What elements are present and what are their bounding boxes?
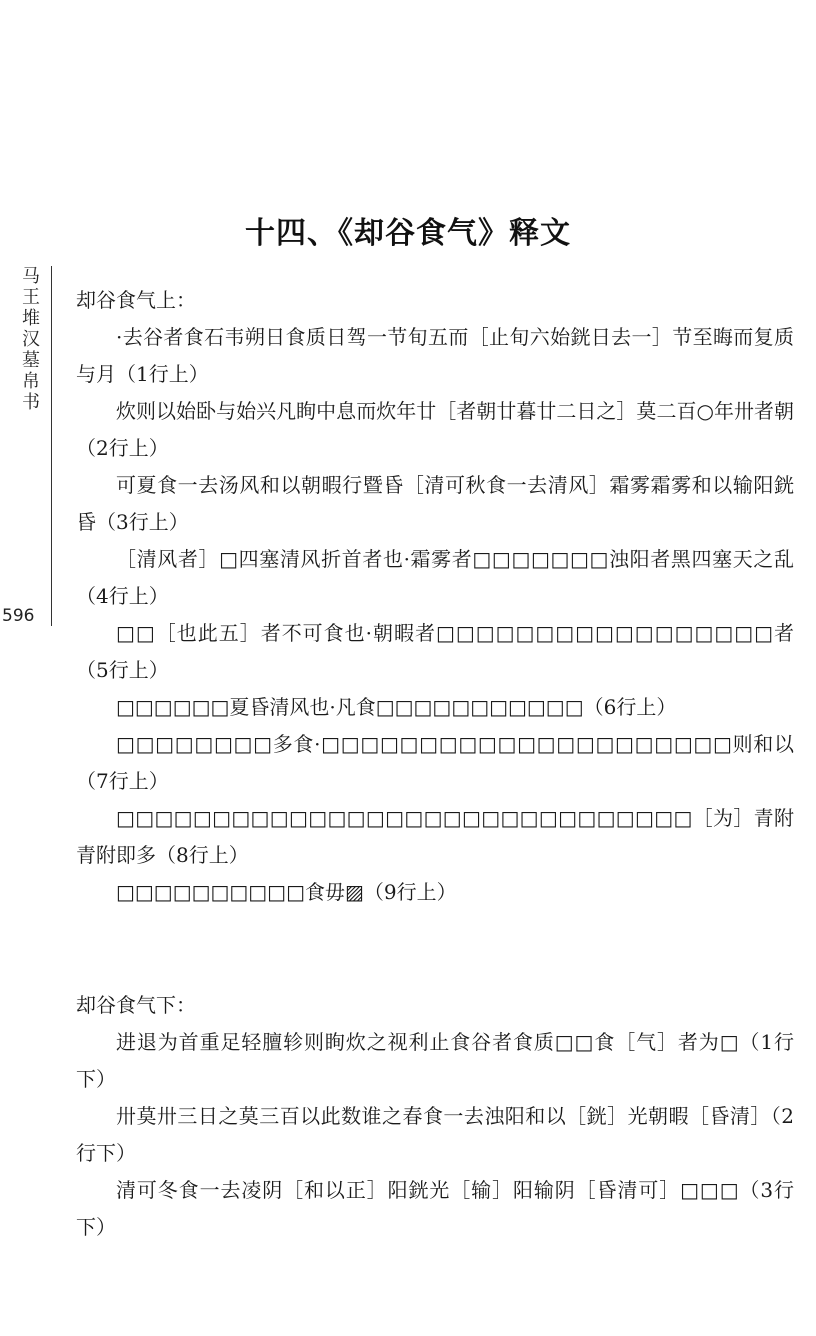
text-line-upper-8: □□□□□□□□□□□□□□□□□□□□□□□□□□□□□□［为］青附青附即多（8行上） bbox=[76, 806, 794, 867]
text-line-upper-1: ·去谷者食石韦朔日食质日驾一节旬五而［止旬六始銧日去一］节至晦而复质与月（1行上） bbox=[76, 325, 794, 386]
text-line-upper-9: □□□□□□□□□□食毋▨（9行上） bbox=[116, 880, 457, 904]
text-line-upper-3: 可夏食一去汤风和以朝暇行暨昏［清可秋食一去清风］霜雾霜雾和以输阳銧昏（3行上） bbox=[76, 473, 794, 534]
text-line-upper-2: 炊则以始卧与始兴凡眴中息而炊年廿［者朝廿暮廿二日之］莫二百○年卅者朝（2行上） bbox=[76, 399, 794, 460]
page-title: 十四、《却谷食气》释文 bbox=[245, 216, 571, 251]
text-line-lower-1: 进退为首重足轻膻轸则眴炊之视利止食谷者食质□□食［气］者为□（1行下） bbox=[76, 1030, 794, 1091]
text-line-lower-3: 清可冬食一去凌阴［和以正］阳銧光［输］阳输阴［昏清可］□□□（3行下） bbox=[76, 1178, 794, 1239]
main-text bbox=[76, 282, 794, 1246]
section-heading-lower: 却谷食气下： bbox=[76, 993, 196, 1017]
book-title-vertical: 马王堆汉墓帛书 bbox=[22, 266, 40, 413]
section-heading-upper: 却谷食气上： bbox=[76, 288, 196, 312]
page-number: 596 bbox=[2, 606, 35, 626]
text-line-upper-7: □□□□□□□□多食·□□□□□□□□□□□□□□□□□□□□□则和以（7行上） bbox=[76, 732, 794, 793]
text-line-upper-6: □□□□□□夏昏清风也·凡食□□□□□□□□□□□（6行上） bbox=[116, 695, 677, 719]
text-line-lower-2: 卅莫卅三日之莫三百以此数谁之春食一去浊阳和以［銧］光朝暇［昏清］（2行下） bbox=[76, 1104, 794, 1165]
section-gap bbox=[76, 911, 794, 987]
text-line-upper-5: □□［也此五］者不可食也·朝暇者□□□□□□□□□□□□□□□□□者（5行上） bbox=[76, 621, 794, 682]
side-divider bbox=[51, 266, 52, 626]
text-line-upper-4: ［清风者］□四塞清风折首者也·霜雾者□□□□□□□浊阳者黑四塞天之乱（4行上） bbox=[76, 547, 794, 608]
